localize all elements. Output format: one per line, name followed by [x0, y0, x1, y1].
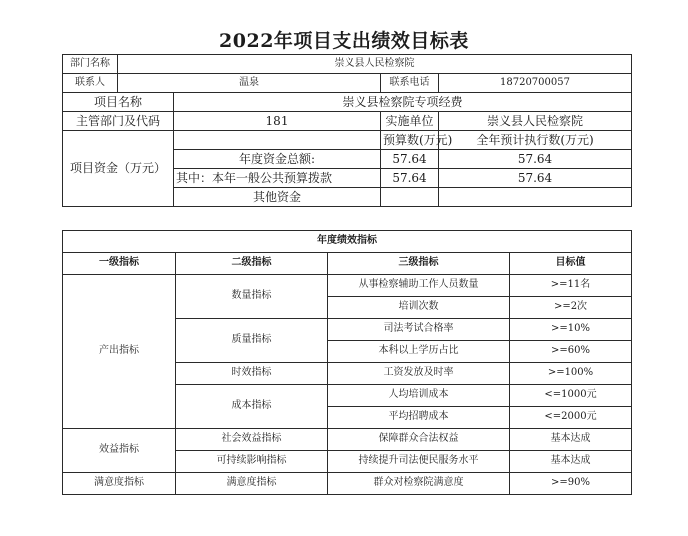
authority-row [63, 112, 632, 131]
authority-label: 主管部门及代码 [63, 112, 174, 131]
target-cell: >=10% [510, 319, 632, 341]
level3-cell: 工资发放及时率 [328, 363, 510, 385]
level2-quantity: 数量指标 [176, 275, 328, 319]
header-level3: 三级指标 [328, 253, 510, 275]
total-budget: 57.64 [381, 150, 439, 169]
project-row [63, 93, 632, 112]
table-row [63, 275, 632, 297]
target-cell: 基本达成 [510, 451, 632, 473]
impl-label: 实施单位 [381, 112, 439, 131]
target-cell: >=100% [510, 363, 632, 385]
authority-code: 181 [174, 112, 381, 131]
target-cell: >=90% [510, 473, 632, 495]
indicators-title-row [63, 231, 632, 253]
basic-info-table [62, 54, 632, 207]
header-level2: 二级指标 [176, 253, 328, 275]
level2-sustainable: 可持续影响指标 [176, 451, 328, 473]
funds-label: 项目资金（万元） [63, 131, 174, 207]
contact-value: 温泉 [118, 74, 381, 93]
header-target: 目标值 [510, 253, 632, 275]
target-cell: <=2000元 [510, 407, 632, 429]
level2-social: 社会效益指标 [176, 429, 328, 451]
target-cell: >=60% [510, 341, 632, 363]
project-label: 项目名称 [63, 93, 174, 112]
dept-row [63, 55, 632, 74]
level3-cell: 从事检察辅助工作人员数量 [328, 275, 510, 297]
contact-row [63, 74, 632, 93]
target-cell: 基本达成 [510, 429, 632, 451]
total-label: 年度资金总额: [174, 150, 381, 169]
total-forecast: 57.64 [439, 150, 632, 169]
target-cell: >=2次 [510, 297, 632, 319]
budget-header: 预算数(万元) [381, 131, 439, 150]
target-cell: >=11名 [510, 275, 632, 297]
page-title: 2022年项目支出绩效目标表 [219, 30, 469, 52]
level2-satisfaction: 满意度指标 [176, 473, 328, 495]
project-value: 崇义县检察院专项经费 [174, 93, 632, 112]
general-label: 其中：本年一般公共预算拨款 [174, 169, 381, 188]
table-row [63, 473, 632, 495]
other-label: 其他资金 [174, 188, 381, 207]
level3-cell: 培训次数 [328, 297, 510, 319]
contact-label: 联系人 [63, 74, 118, 93]
table-row [63, 429, 632, 451]
indicators-table [62, 230, 632, 495]
phone-value: 18720700057 [439, 74, 632, 93]
level3-cell: 保障群众合法权益 [328, 429, 510, 451]
general-forecast: 57.64 [439, 169, 632, 188]
impl-value: 崇义县人民检察院 [439, 112, 632, 131]
level3-cell: 本科以上学历占比 [328, 341, 510, 363]
level3-cell: 司法考试合格率 [328, 319, 510, 341]
level3-cell: 人均培训成本 [328, 385, 510, 407]
header-level1: 一级指标 [63, 253, 176, 275]
level2-quality: 质量指标 [176, 319, 328, 363]
funds-header-row [63, 131, 632, 150]
level2-cost: 成本指标 [176, 385, 328, 429]
target-cell: <=1000元 [510, 385, 632, 407]
level1-benefit: 效益指标 [63, 429, 176, 473]
level3-cell: 群众对检察院满意度 [328, 473, 510, 495]
level1-satisfaction: 满意度指标 [63, 473, 176, 495]
phone-label: 联系电话 [381, 74, 439, 93]
dept-label: 部门名称 [63, 55, 118, 74]
dept-value: 崇义县人民检察院 [118, 55, 632, 74]
level3-cell: 持续提升司法便民服务水平 [328, 451, 510, 473]
level1-output: 产出指标 [63, 275, 176, 429]
level3-cell: 平均招聘成本 [328, 407, 510, 429]
indicators-title: 年度绩效指标 [63, 231, 632, 253]
general-budget: 57.64 [381, 169, 439, 188]
indicators-header-row [63, 253, 632, 275]
level2-timeliness: 时效指标 [176, 363, 328, 385]
forecast-header: 全年预计执行数(万元) [439, 131, 632, 150]
